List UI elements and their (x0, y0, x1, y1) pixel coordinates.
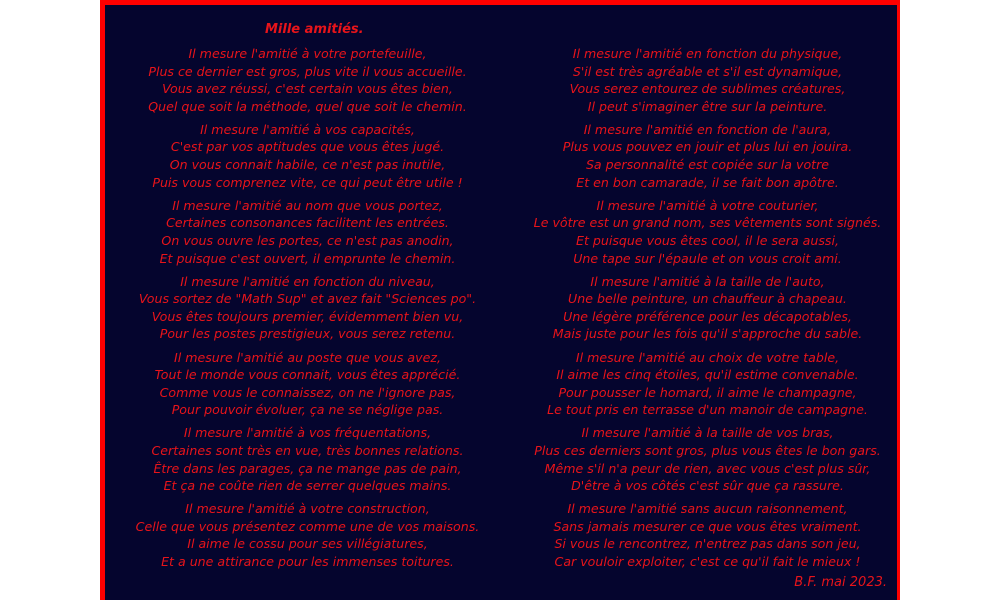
verse-line: On vous connait habile, ce n'est pas inutile, (169, 157, 446, 173)
verse-line: Il mesure l'amitié à la taille de vos bras, (581, 425, 834, 441)
verse-line: Il aime le cossu pour ses villégiatures, (187, 536, 428, 552)
verse-line: Il peut s'imaginer être sur la peinture. (587, 98, 828, 114)
verse-line: Comme vous le connaissez, on ne l'ignore pas, (159, 384, 456, 400)
verse-line: Même s'il n'a peur de rien, avec vous c'est plus sûr, (544, 460, 871, 476)
verse-line: Plus vous pouvez en jouir et plus lui en jouira. (562, 139, 853, 155)
verse-line: On vous ouvre les portes, ce n'est pas anodin, (161, 232, 454, 248)
verse-line: Vous serez entourez de sublimes créatures, (569, 81, 846, 97)
stanza (105, 349, 510, 419)
verse-line: Il mesure l'amitié à vos capacités, (200, 121, 415, 137)
verse-line: Il mesure l'amitié à votre portefeuille, (188, 46, 427, 61)
stanza (510, 500, 905, 570)
verse-line: Car vouloir exploiter, c'est ce qu'il fait le mieux ! (554, 554, 861, 570)
verse-line: Il mesure l'amitié au choix de votre table, (575, 349, 840, 365)
verse-line: Mais juste pour les fois qu'il s'approche du sable. (552, 326, 863, 342)
verse-line: Une belle peinture, un chauffeur à chapeau. (568, 291, 847, 307)
stanza (510, 121, 905, 191)
verse-line: Il mesure l'amitié à votre construction, (185, 501, 430, 517)
verse-line: S'il est très agréable et s'il est dynamique, (572, 63, 843, 79)
signature: B.F. mai 2023. (794, 575, 887, 590)
verse-line: Et en bon camarade, il se fait bon apôtre. (576, 174, 839, 190)
verse-line: Quel que soit la méthode, quel que soit le chemin. (148, 98, 467, 114)
verse-line: Une tape sur l'épaule et on vous croit ami. (573, 250, 842, 266)
stanza (105, 500, 510, 570)
verse-line: Il mesure l'amitié en fonction du physique, (572, 46, 843, 61)
poem-card (100, 0, 900, 600)
stanza (510, 349, 905, 419)
verse-line: Puis vous comprenez vite, ce qui peut être utile ! (152, 174, 463, 190)
verse-line: Vous avez réussi, c'est certain vous êtes bien, (162, 81, 453, 97)
verse-line: Et puisque c'est ouvert, il emprunte le chemin. (159, 250, 456, 266)
verse-line: Sa personnalité est copiée sur la votre (585, 157, 830, 173)
right-column (510, 45, 905, 576)
verse-line: Plus ce dernier est gros, plus vite il vous accueille. (148, 63, 467, 79)
verse-line: Et puisque vous êtes cool, il le sera aussi, (576, 232, 839, 248)
verse-line: Pour les postes prestigieux, vous serez retenu. (159, 326, 456, 342)
verse-line: Certaines consonances facilitent les entrées. (166, 215, 449, 231)
stanza (510, 45, 905, 115)
verse-line: Être dans les parages, ça ne mange pas de pain, (153, 460, 462, 476)
stanza (510, 273, 905, 343)
verse-line: Si vous le rencontrez, n'entrez pas dans son jeu, (554, 536, 861, 552)
verse-line: Il mesure l'amitié à la taille de l'auto, (590, 273, 825, 289)
verse-line: Vous sortez de "Math Sup" et avez fait "Sciences po". (138, 291, 477, 307)
verse-line: D'être à vos côtés c'est sûr que ça rassure. (571, 478, 844, 494)
verse-line: Il mesure l'amitié à vos fréquentations, (183, 425, 432, 441)
stanza (510, 197, 905, 267)
verse-line: Le vôtre est un grand nom, ses vêtements sont signés. (533, 215, 882, 231)
stanza (510, 424, 905, 494)
verse-line: Il mesure l'amitié sans aucun raisonnement, (567, 501, 848, 517)
verse-line: Il mesure l'amitié en fonction du niveau, (180, 273, 435, 289)
verse-line: Il mesure l'amitié à votre couturier, (596, 197, 819, 213)
stanza (105, 121, 510, 191)
verse-line: Celle que vous présentez comme une de vos maisons. (135, 518, 480, 534)
verse-line: C'est par vos aptitudes que vous êtes jugé. (170, 139, 445, 155)
verse-line: Plus ces derniers sont gros, plus vous êtes le bon gars. (534, 442, 881, 458)
verse-line: Il mesure l'amitié en fonction de l'aura, (583, 121, 832, 137)
verse-line: Il aime les cinq étoiles, qu'il estime convenable. (556, 367, 859, 383)
stanza (105, 273, 510, 343)
verse-line: Le tout pris en terrasse d'un manoir de campagne. (547, 402, 868, 418)
verse-line: Une légère préférence pour les décapotables, (563, 308, 852, 324)
stanza (105, 424, 510, 494)
verse-line: Vous êtes toujours premier, évidemment bien vu, (151, 308, 464, 324)
verse-line: Et a une attirance pour les immenses toitures. (161, 554, 454, 570)
stanza (105, 197, 510, 267)
verse-line: Sans jamais mesurer ce que vous êtes vraiment. (553, 518, 862, 534)
verse-line: Pour pouvoir évoluer, ça ne se néglige pas. (171, 402, 444, 418)
verse-line: Et ça ne coûte rien de serrer quelques mains. (163, 478, 452, 494)
stanza (105, 45, 510, 115)
verse-line: Tout le monde vous connait, vous êtes apprécié. (154, 367, 461, 383)
verse-line: Il mesure l'amitié au poste que vous avez, (174, 349, 441, 365)
poem-title: Mille amitiés. (265, 22, 364, 37)
verse-line: Pour pousser le homard, il aime le champagne, (558, 384, 857, 400)
verse-line: Certaines sont très en vue, très bonnes relations. (151, 442, 464, 458)
verse-line: Il mesure l'amitié au nom que vous portez, (172, 197, 443, 213)
left-column (105, 45, 510, 576)
